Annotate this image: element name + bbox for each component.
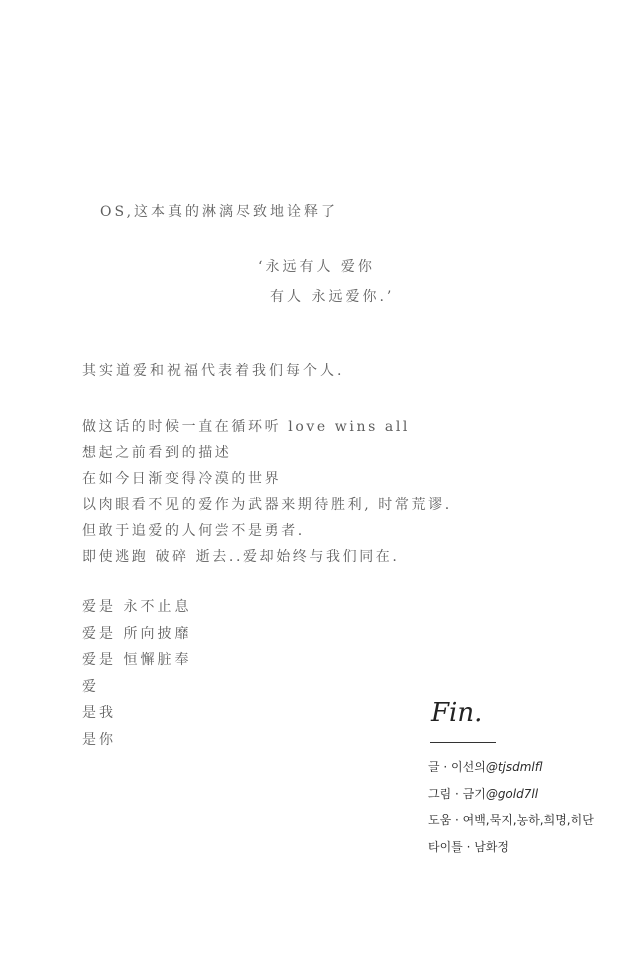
credit-label: 그림 · 금기 xyxy=(428,786,486,801)
credit-label: 글 · 이선의 xyxy=(428,760,486,774)
credit-handle: @tjsdmlfl xyxy=(485,760,543,774)
lyrics-line: 但敢于追爱的人何尝不是勇者. xyxy=(82,523,305,539)
quote-line-1: ‘永远有人 爱你 xyxy=(258,259,375,275)
credits xyxy=(428,754,594,860)
lyrics-line: 做这话的时候一直在循环听 love wins all xyxy=(82,419,411,435)
credit-label: 도움 · 여백,묵지,농하,희명,히단 xyxy=(428,813,594,827)
credit-handle: @gold7ll xyxy=(485,786,539,801)
lyrics-line: 想起之前看到的描述 xyxy=(82,445,232,461)
credit-row xyxy=(428,807,594,834)
fin-divider xyxy=(430,742,496,743)
credit-row xyxy=(428,834,594,861)
credit-row xyxy=(428,754,594,781)
lyrics-line: 即使逃跑 破碎 逝去..爱却始终与我们同在. xyxy=(82,549,400,565)
lyrics-line: 在如今日渐变得冷漠的世界 xyxy=(82,471,282,487)
love-line: 是你 xyxy=(82,731,116,748)
love-line: 是我 xyxy=(82,705,116,721)
love-line: 爱是 所向披靡 xyxy=(82,625,192,642)
love-line: 爱是 恒懈脏奉 xyxy=(82,652,192,668)
love-poem xyxy=(82,594,191,753)
quote xyxy=(258,252,394,312)
love-line: 爱是 永不止息 xyxy=(82,599,192,615)
lyrics-line: 以肉眼看不见的爱作为武器来期待胜利, 时常荒谬. xyxy=(82,497,452,513)
quote-line-2: 有人 永远爱你.’ xyxy=(270,289,395,305)
paragraph-one: 其实道爱和祝福代表着我们每个人. xyxy=(82,363,345,379)
credit-row xyxy=(428,781,594,808)
love-line: 爱 xyxy=(82,678,99,695)
credit-label: 타이틀 · 남화정 xyxy=(428,839,509,854)
lyrics-paragraph xyxy=(82,414,452,570)
fin-title: Fin. xyxy=(431,698,483,728)
os-line: OS,这本真的淋漓尽致地诠释了 xyxy=(100,204,339,220)
